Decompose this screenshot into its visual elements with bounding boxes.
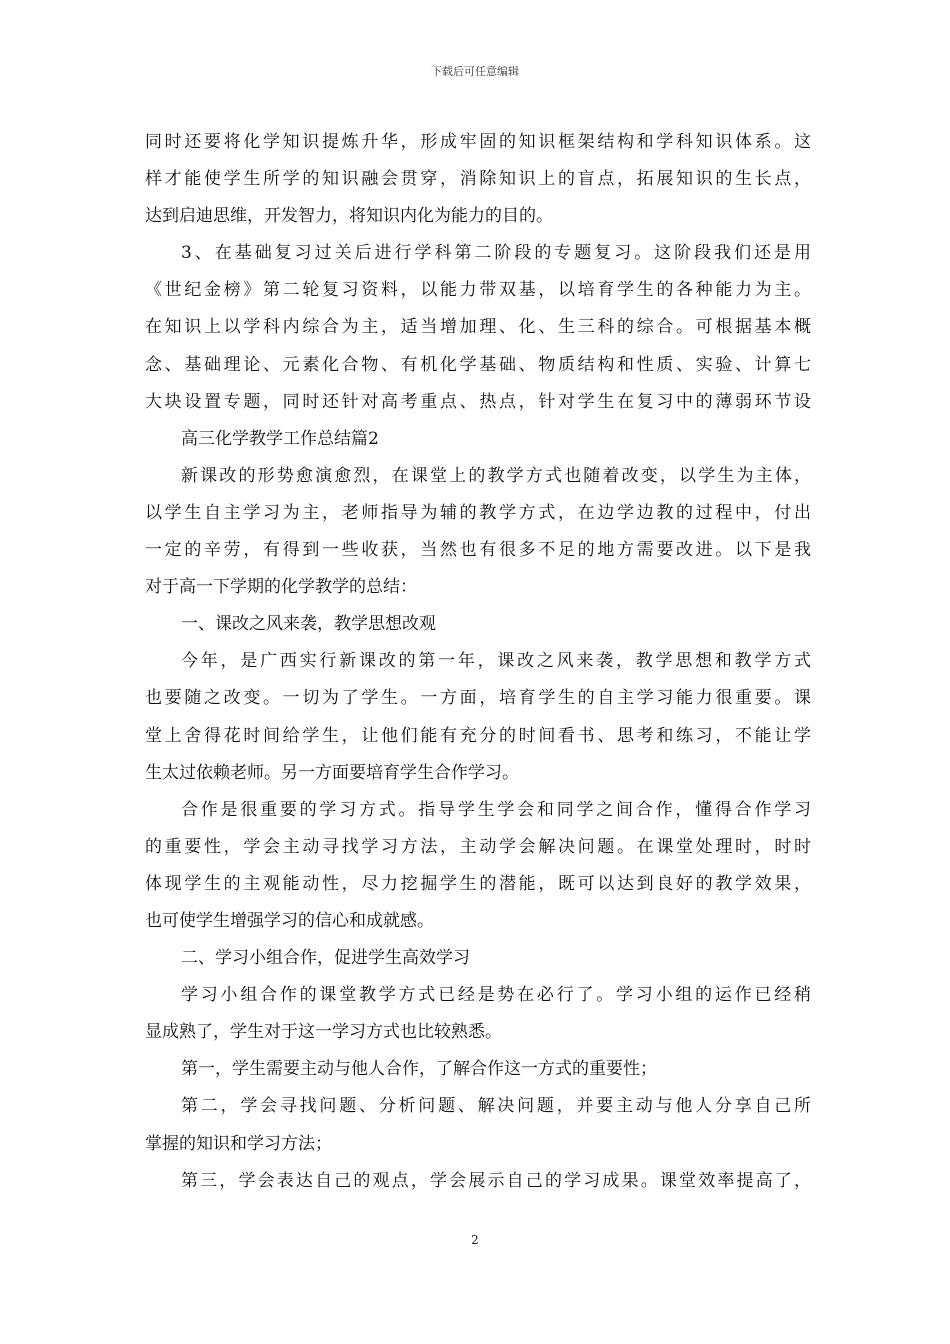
text-line: 第三，学会表达自己的观点，学会展示自己的学习成果。课堂效率提高了， — [181, 1170, 811, 1191]
page-number: 2 — [471, 1233, 479, 1247]
text-line: 达到启迪思维，开发智力，将知识内化为能力的目的。 — [145, 206, 553, 227]
text-line: 一定的辛劳，有得到一些收获，当然也有很多不足的地方需要改进。以下是我 — [145, 540, 811, 561]
document-body — [145, 124, 811, 1200]
text-line: 生太过依赖老师。另一方面要培育学生合作学习。 — [145, 762, 519, 783]
text-line: 新课改的形势愈演愈烈，在课堂上的教学方式也随着改变，以学生为主体， — [181, 465, 811, 486]
text-line: 对于高一下学期的化学教学的总结： — [145, 577, 417, 598]
text-line: 合作是很重要的学习方式。指导学生学会和同学之间合作，懂得合作学习 — [181, 799, 811, 820]
text-line: 今年，是广西实行新课改的第一年，课改之风来袭，教学思想和教学方式 — [181, 651, 811, 672]
text-line: 体现学生的主观能动性，尽力挖掘学生的潜能，既可以达到良好的教学效果， — [145, 873, 811, 894]
text-line: 同时还要将化学知识提炼升华，形成牢固的知识框架结构和学科知识体系。这 — [145, 132, 811, 152]
page-header: 下载后可任意编辑 — [431, 65, 519, 78]
text-line: 掌握的知识和学习方法； — [145, 1133, 332, 1154]
text-line: 学习小组合作的课堂教学方式已经是势在必行了。学习小组的运作已经稍 — [181, 985, 811, 1006]
text-line: 《世纪金榜》第二轮复习资料，以能力带双基，以培育学生的各种能力为主。 — [145, 280, 811, 301]
text-line: 以学生自主学习为主，老师指导为辅的教学方式，在边学边教的过程中，付出 — [145, 502, 811, 523]
section-title: 高三化学教学工作总结篇2 — [181, 428, 379, 449]
text-line: 显成熟了，学生对于这一学习方式也比较熟悉。 — [145, 1022, 502, 1043]
text-line: 也要随之改变。一切为了学生。一方面，培育学生的自主学习能力很重要。课 — [145, 688, 811, 709]
text-line: 堂上舍得花时间给学生，让他们能有充分的时间看书、思考和练习，不能让学 — [145, 725, 811, 746]
text-line: 念、基础理论、元素化合物、有机化学基础、物质结构和性质、实验、计算七 — [145, 354, 811, 375]
text-line: 在知识上以学科内综合为主，适当增加理、化、生三科的综合。可根据基本概 — [145, 317, 811, 338]
text-line: 也可使学生增强学习的信心和成就感。 — [145, 910, 434, 931]
text-line: 第二，学会寻找问题、分析问题、解决问题，并要主动与他人分享自己所 — [181, 1096, 811, 1117]
text-line: 大块设置专题，同时还针对高考重点、热点，针对学生在复习中的薄弱环节设 — [145, 391, 811, 412]
text-line: 第一，学生需要主动与他人合作，了解合作这一方式的重要性； — [181, 1059, 657, 1080]
text-line: 样才能使学生所学的知识融会贯穿，消除知识上的盲点，拓展知识的生长点， — [145, 169, 811, 190]
section-heading: 二、学习小组合作，促进学生高效学习 — [181, 948, 470, 969]
section-heading: 一、课改之风来袭，教学思想改观 — [181, 614, 436, 635]
text-line: 3、在基础复习过关后进行学科第二阶段的专题复习。这阶段我们还是用 — [181, 243, 811, 264]
text-line: 的重要性，学会主动寻找学习方法，主动学会解决问题。在课堂处理时，时时 — [145, 836, 811, 857]
